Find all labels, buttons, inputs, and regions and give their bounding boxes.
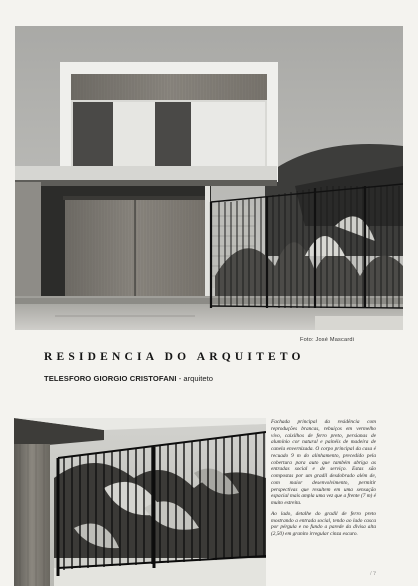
architect-role: arquiteto [183, 374, 213, 383]
byline-separator: - [176, 374, 184, 383]
article-byline [44, 374, 304, 383]
architect-name: TELESFORO GIORGIO CRISTOFANI [44, 374, 177, 383]
residence-facade-photo [15, 26, 403, 330]
page-mark: / ? [370, 571, 376, 577]
photo-caption [271, 419, 376, 542]
article-title: RESIDENCIA DO ARQUITETO [44, 351, 305, 363]
entrance-gate-detail-photo [14, 418, 266, 586]
photo-credit: Foto: José Mascardi [300, 337, 355, 343]
caption-paragraph-gate: Ao lado, detalhe do gradil de ferro preto mostrando a entrada social, tendo ao lado casca por pérgula e no fundo a parede da divisa alta (2,50) em granito irregular cinza escuro. [271, 510, 376, 537]
caption-paragraph-facade: Fachada principal da residência com reproduções brancas, rebuiços em vermelho vivo, caixilhos de ferro preto, persianas de alumínio cor natural e painéis de madeira de canela envernizada. O corpo principal da casa é recuado 9 m do alinhamento, precedido pela cobertura para auto que também abriga as entradas social e de serviço. Estas são compostas por um gradil desdobrado além de, com maior desenvolvimento, permitir perspectivas que resultem em uma sensação espacial mais ampla uma vez que a frente (7 m) é muito estreita. [271, 419, 376, 506]
